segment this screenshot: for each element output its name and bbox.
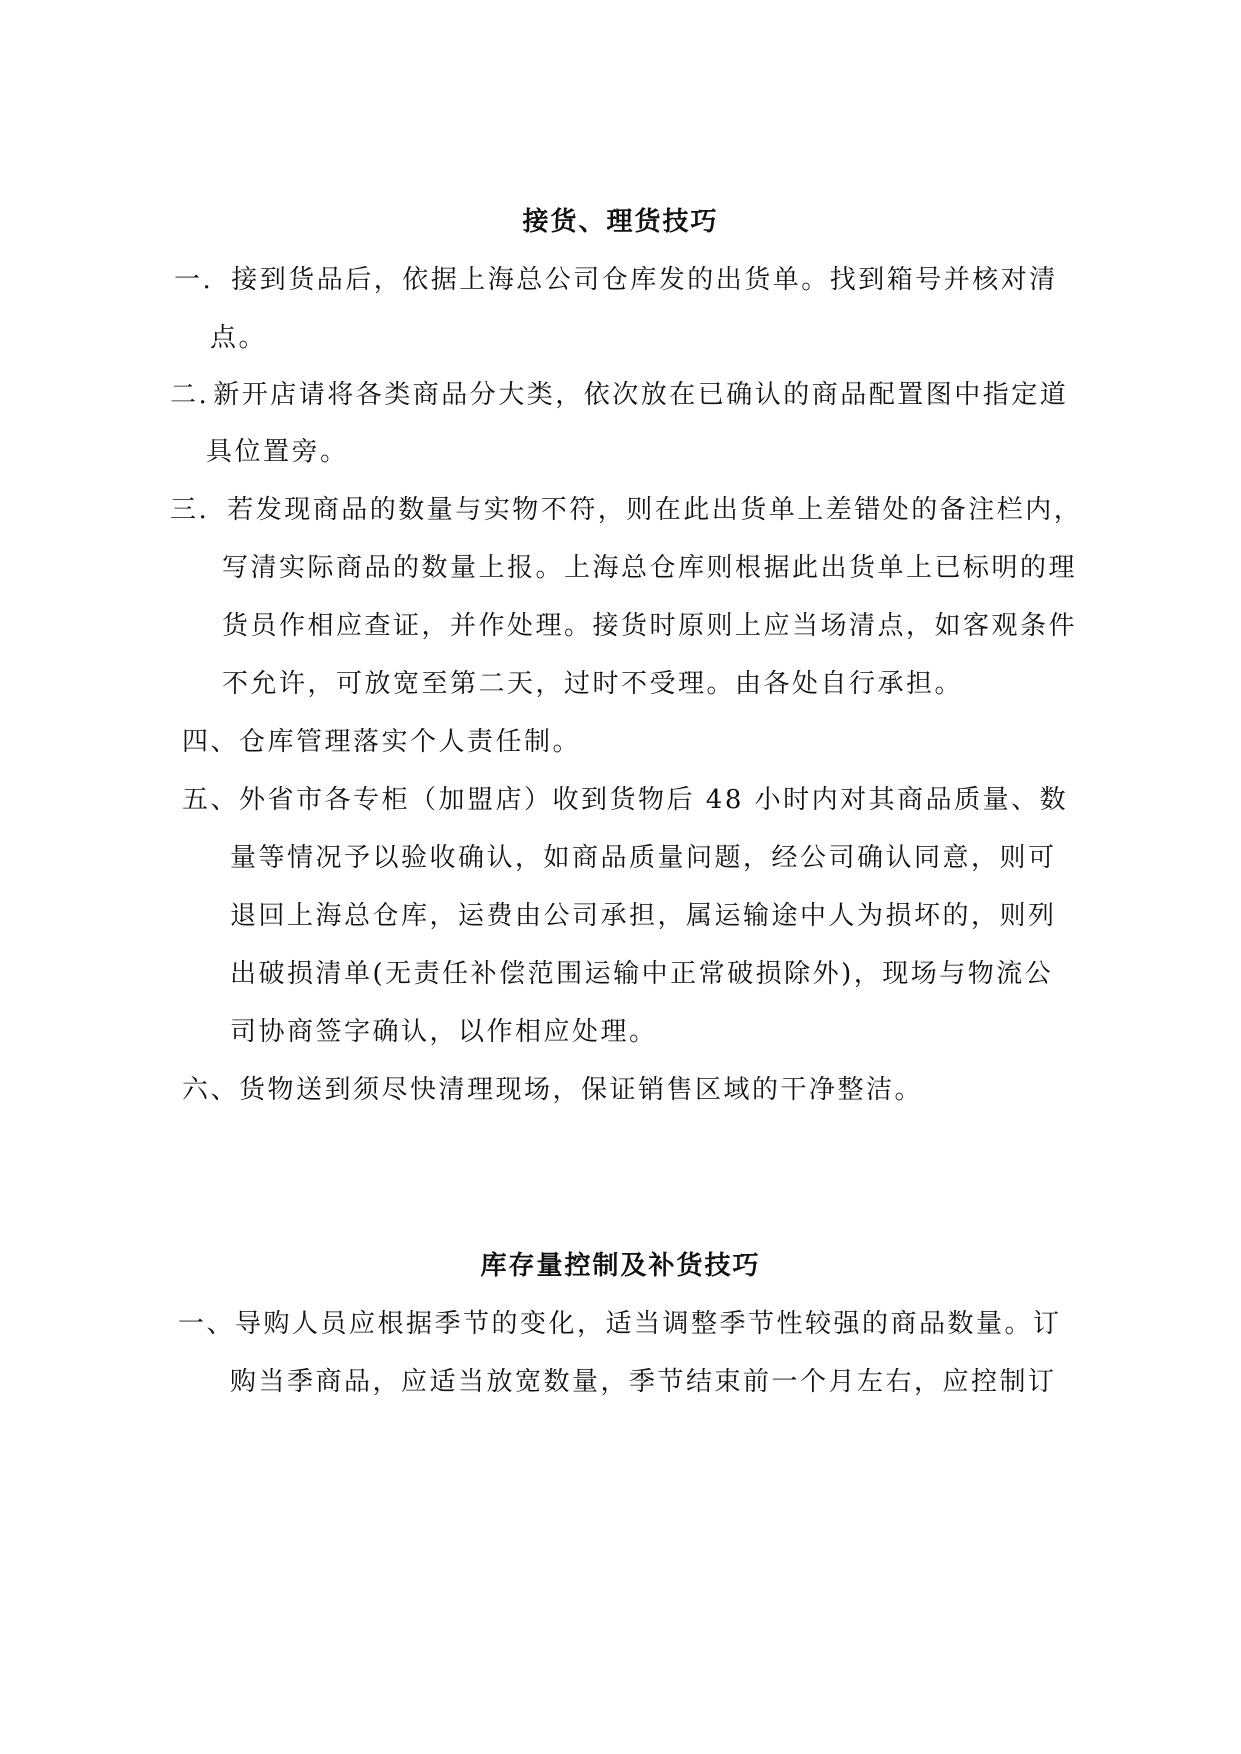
list-marker: 三. (170, 495, 210, 525)
list-item-text: 货物送到须尽快清理现场，保证销售区域的干净整洁。 (239, 1075, 924, 1105)
list-item-7-line-1 (178, 1306, 1062, 1342)
list-item-3-line-1 (170, 492, 1082, 528)
list-item-text: 外省市各专柜（加盟店）收到货物后 48 小时内对其商品质量、数 (239, 785, 1069, 815)
list-item-5-line-4: 出破损清单(无责任补偿范围运输中正常破损除外)，现场与物流公 (230, 959, 1054, 989)
list-item-text: 导购人员应根据季节的变化，适当调整季节性较强的商品数量。订 (235, 1309, 1062, 1339)
list-item-text: 若发现商品的数量与实物不符，则在此出货单上差错处的备注栏内， (227, 495, 1083, 525)
list-item-2-line-2: 具位置旁。 (206, 437, 349, 467)
list-item-6-line-1 (182, 1072, 923, 1108)
list-item-5-line-1 (182, 782, 1068, 818)
list-item-5-line-5: 司协商签字确认，以作相应处理。 (230, 1017, 658, 1047)
list-item-7-line-2: 购当季商品，应适当放宽数量，季节结束前一个月左右，应控制订 (230, 1367, 1057, 1397)
list-item-2-line-1 (170, 377, 1068, 413)
list-marker: 一、 (178, 1309, 236, 1339)
list-item-4-line-1 (182, 724, 581, 760)
list-marker: 四、 (182, 727, 240, 757)
list-item-3-line-2: 写清实际商品的数量上报。上海总仓库则根据此出货单上已标明的理 (222, 553, 1078, 583)
list-item-5-line-3: 退回上海总仓库，运费由公司承担，属运输途中人为损坏的，则列 (230, 901, 1057, 931)
list-item-text: 仓库管理落实个人责任制。 (239, 727, 582, 757)
list-marker: 二. (170, 380, 210, 410)
list-item-3-line-3: 货员作相应查证，并作处理。接货时原则上应当场清点，如客观条件 (222, 611, 1078, 641)
list-item-1-line-2: 点。 (210, 323, 268, 353)
list-marker: 一. (174, 265, 214, 295)
list-marker: 五、 (182, 785, 240, 815)
section-title-inventory: 库存量控制及补货技巧 (480, 1251, 761, 1281)
section-title-receiving: 接货、理货技巧 (522, 207, 719, 237)
list-item-text: 接到货品后，依据上海总公司仓库发的出货单。找到箱号并核对清 (231, 265, 1058, 295)
list-item-text: 新开店请将各类商品分大类，依次放在已确认的商品配置图中指定道 (213, 380, 1069, 410)
list-item-1-line-1 (174, 262, 1058, 298)
list-marker: 六、 (182, 1075, 240, 1105)
list-item-3-line-4: 不允许，可放宽至第二天，过时不受理。由各处自行承担。 (222, 669, 964, 699)
list-item-5-line-2: 量等情况予以验收确认，如商品质量问题，经公司确认同意，则可 (230, 843, 1057, 873)
